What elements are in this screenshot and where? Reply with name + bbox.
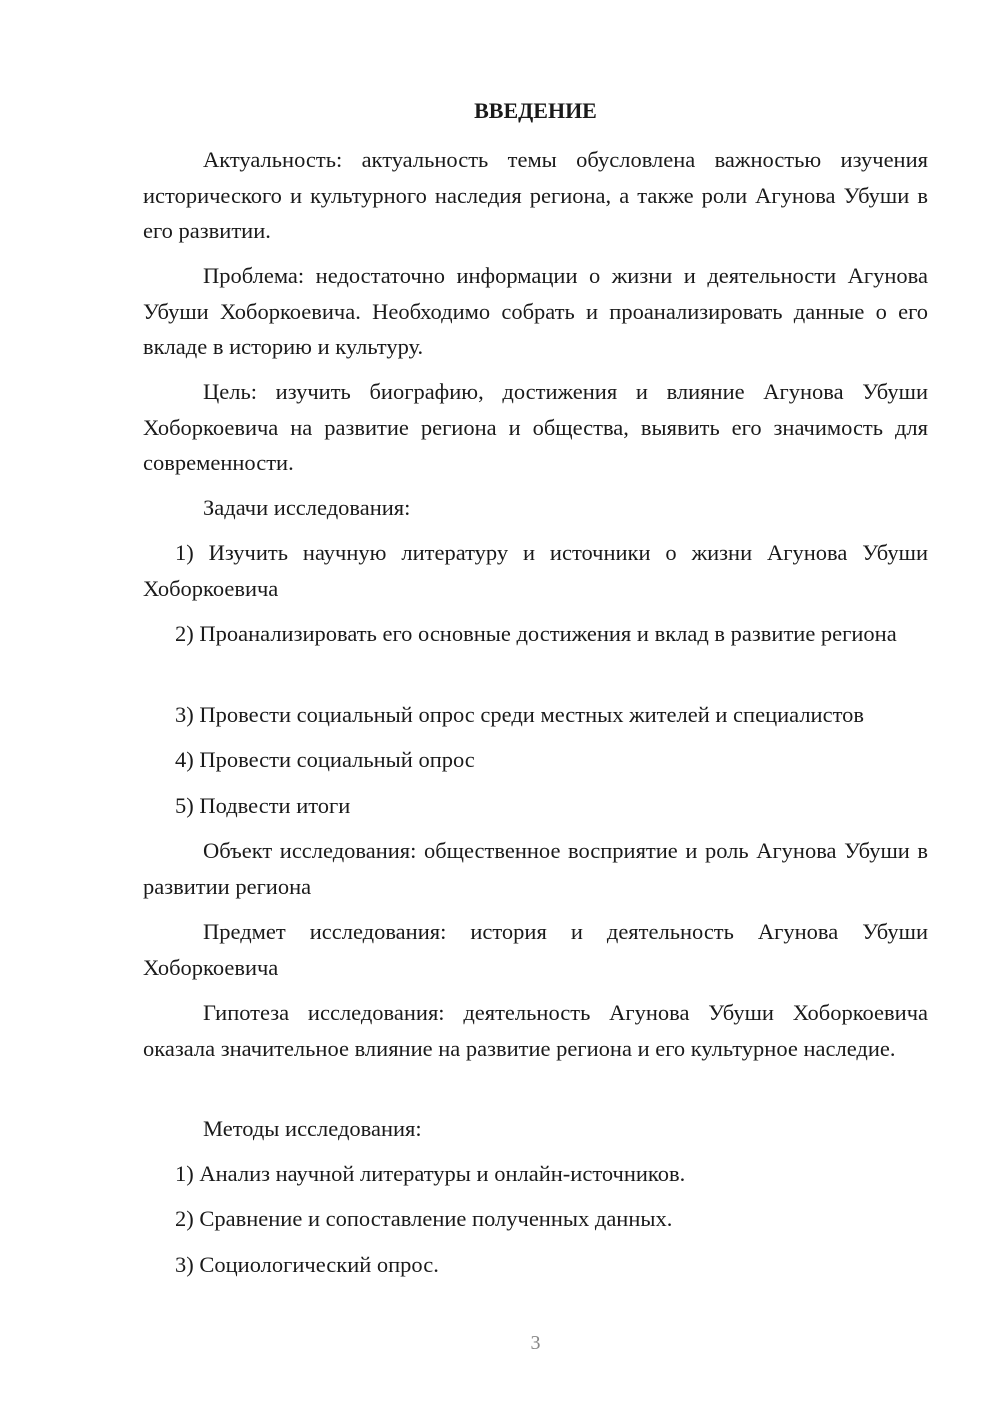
hypothesis-paragraph: Гипотеза исследования: деятельность Агунова Убуши Хоборкоевича оказала значительное влияние на развитие региона и его культурное наследие. [143, 1000, 928, 1061]
task-item-4: 4) Провести социальный опрос [175, 747, 475, 772]
object-paragraph: Объект исследования: общественное восприятие и роль Агунова Убуши в развитии региона [143, 838, 928, 899]
task-item-1: 1) Изучить научную литературу и источники о жизни Агунова Убуши Хоборкоевича [143, 540, 928, 601]
task-item-3: 3) Провести социальный опрос среди местных жителей и специалистов [175, 702, 864, 727]
methods-heading: Методы исследования: [203, 1116, 422, 1141]
task-item-2: 2) Проанализировать его основные достижения и вклад в развитие региона [175, 621, 897, 646]
method-item-2: 2) Сравнение и сопоставление полученных данных. [175, 1206, 673, 1231]
method-item-1: 1) Анализ научной литературы и онлайн-источников. [175, 1161, 686, 1186]
page-number: 3 [530, 1332, 541, 1354]
problem-paragraph: Проблема: недостаточно информации о жизни и деятельности Агунова Убуши Хоборкоевича. Необходимо собрать и проанализировать данные о его вкладе в историю и культуру. [143, 263, 928, 359]
task-item-5: 5) Подвести итоги [175, 793, 351, 818]
method-item-3: 3) Социологический опрос. [175, 1252, 439, 1277]
document-page [143, 0, 928, 1414]
tasks-heading: Задачи исследования: [203, 495, 411, 520]
relevance-paragraph: Актуальность: актуальность темы обусловлена важностью изучения исторического и культурного наследия региона, а также роли Агунова Убуши в его развитии. [143, 147, 928, 243]
section-heading: ВВЕДЕНИЕ [474, 98, 597, 123]
goal-paragraph: Цель: изучить биографию, достижения и влияние Агунова Убуши Хоборкоевича на развитие региона и общества, выявить его значимость для современности. [143, 379, 928, 475]
subject-paragraph: Предмет исследования: история и деятельность Агунова Убуши Хоборкоевича [143, 919, 928, 980]
